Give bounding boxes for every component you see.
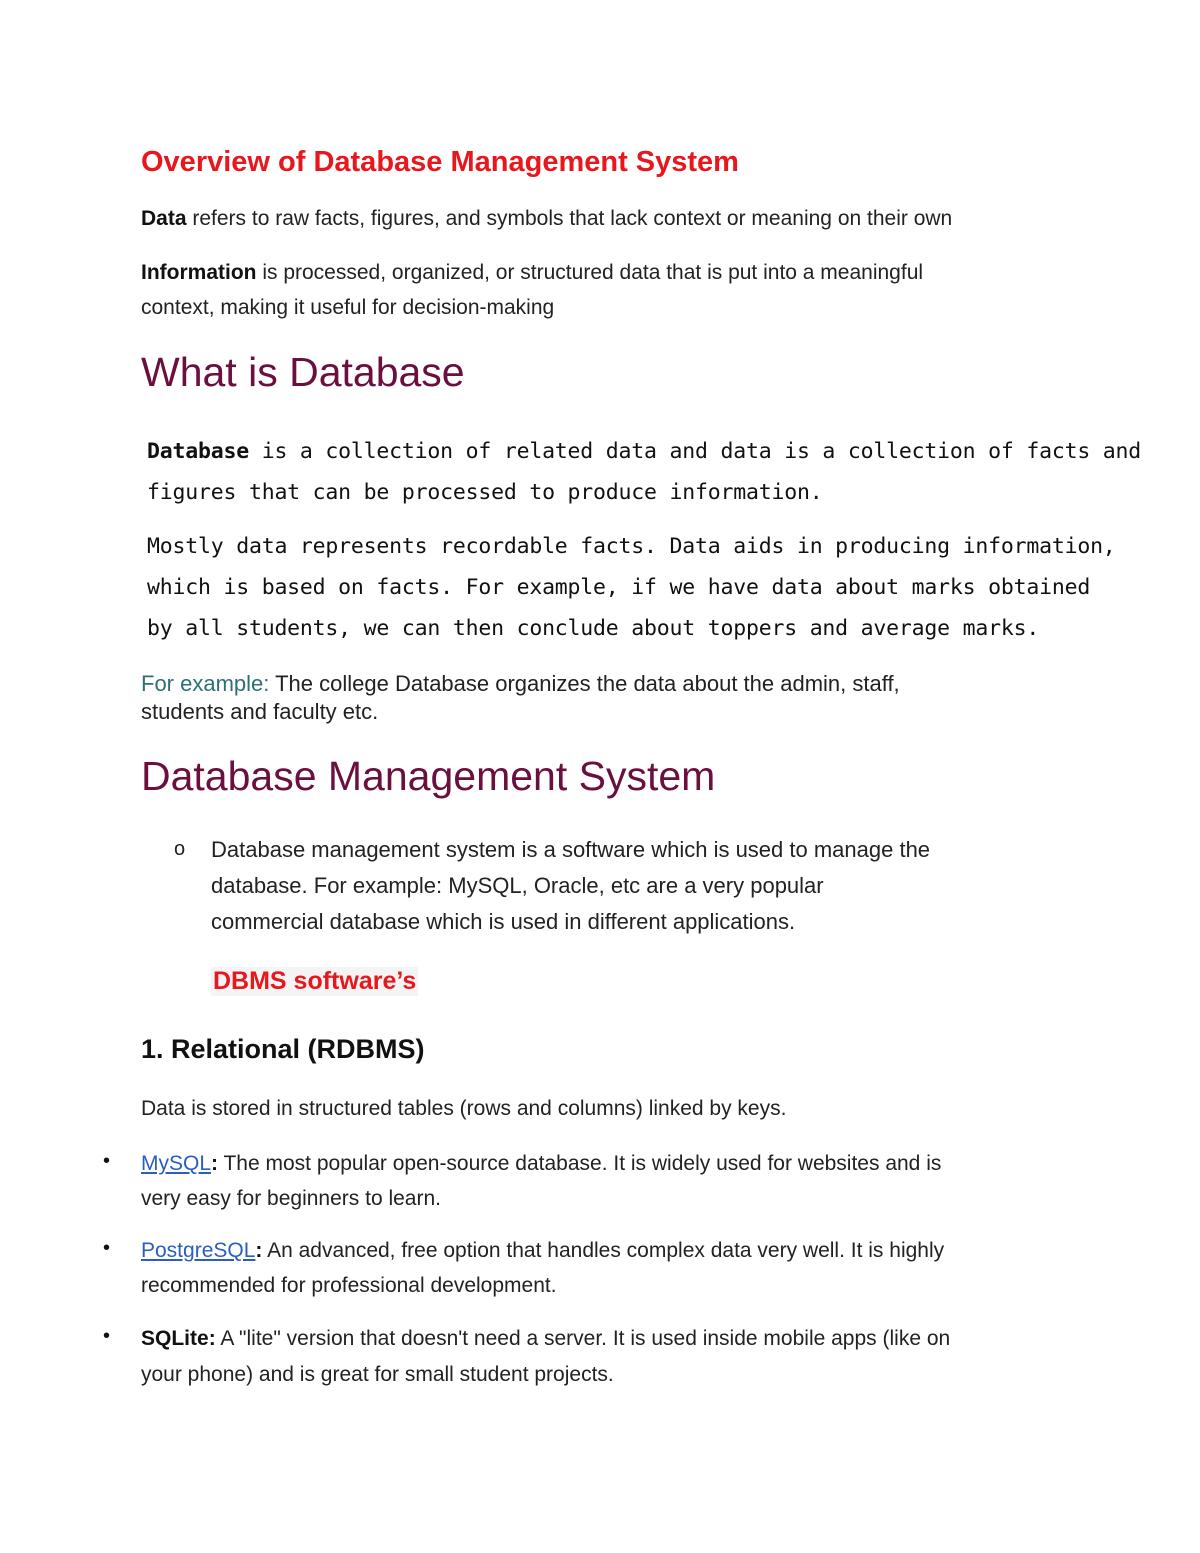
dbms-bullet-line3: commercial database which is used in different applications.: [211, 909, 796, 934]
bullet-icon: •: [103, 1237, 111, 1259]
overview-heading: Overview of Database Management System: [141, 146, 739, 178]
dbms-software-heading: DBMS software’s: [213, 967, 417, 995]
database-definition-line2: figures that can be processed to produce information.: [147, 480, 823, 505]
postgresql-link[interactable]: PostgreSQL: [141, 1239, 256, 1262]
information-definition-line2: context, making it useful for decision-making: [141, 296, 555, 319]
database-term: Database: [147, 439, 249, 464]
database-definition-line1: Database is a collection of related data and data is a collection of facts and: [147, 439, 1142, 464]
hollow-bullet-icon: o: [174, 838, 186, 860]
list-item-postgresql-line1: PostgreSQL: An advanced, free option that handles complex data very well. It is highly: [141, 1239, 945, 1262]
dbms-bullet-line2: database. For example: MySQL, Oracle, etc are a very popular: [211, 873, 824, 898]
list-item-mysql-line2: very easy for beginners to learn.: [141, 1187, 441, 1210]
relational-intro: Data is stored in structured tables (rows and columns) linked by keys.: [141, 1097, 787, 1120]
list-item-postgresql-line2: recommended for professional development.: [141, 1274, 557, 1297]
data-definition-text: refers to raw facts, figures, and symbols that lack context or meaning on their own: [186, 207, 953, 230]
example-line2: students and faculty etc.: [141, 699, 379, 724]
sqlite-term: SQLite: [141, 1327, 209, 1350]
example-line1: For example: The college Database organizes the data about the admin, staff,: [141, 671, 900, 696]
what-is-database-heading: What is Database: [141, 349, 465, 395]
data-term: Data: [141, 207, 187, 230]
information-definition-line1: Information is processed, organized, or structured data that is put into a meaningful: [141, 261, 924, 284]
mostly-data-line3: by all students, we can then conclude about toppers and average marks.: [147, 616, 1040, 641]
list-item-mysql-line1: MySQL: The most popular open-source database. It is widely used for websites and is: [141, 1152, 942, 1175]
data-definition: [141, 201, 952, 236]
dbms-heading: Database Management System: [141, 753, 716, 799]
list-item-sqlite-line2: your phone) and is great for small student projects.: [141, 1363, 614, 1386]
bullet-icon: •: [103, 1325, 111, 1347]
relational-heading: 1. Relational (RDBMS): [141, 1034, 425, 1064]
list-item-sqlite-line1: SQLite: A "lite" version that doesn't need a server. It is used inside mobile apps (like on: [141, 1327, 951, 1350]
bullet-icon: •: [103, 1150, 111, 1172]
example-label: For example:: [141, 671, 270, 696]
information-term: Information: [141, 261, 257, 284]
mostly-data-line2: which is based on facts. For example, if we have data about marks obtained: [147, 575, 1091, 600]
mysql-link[interactable]: MySQL: [141, 1152, 212, 1175]
dbms-bullet-line1: Database management system is a software which is used to manage the: [211, 837, 931, 862]
mostly-data-line1: Mostly data represents recordable facts. Data aids in producing information,: [147, 534, 1116, 559]
